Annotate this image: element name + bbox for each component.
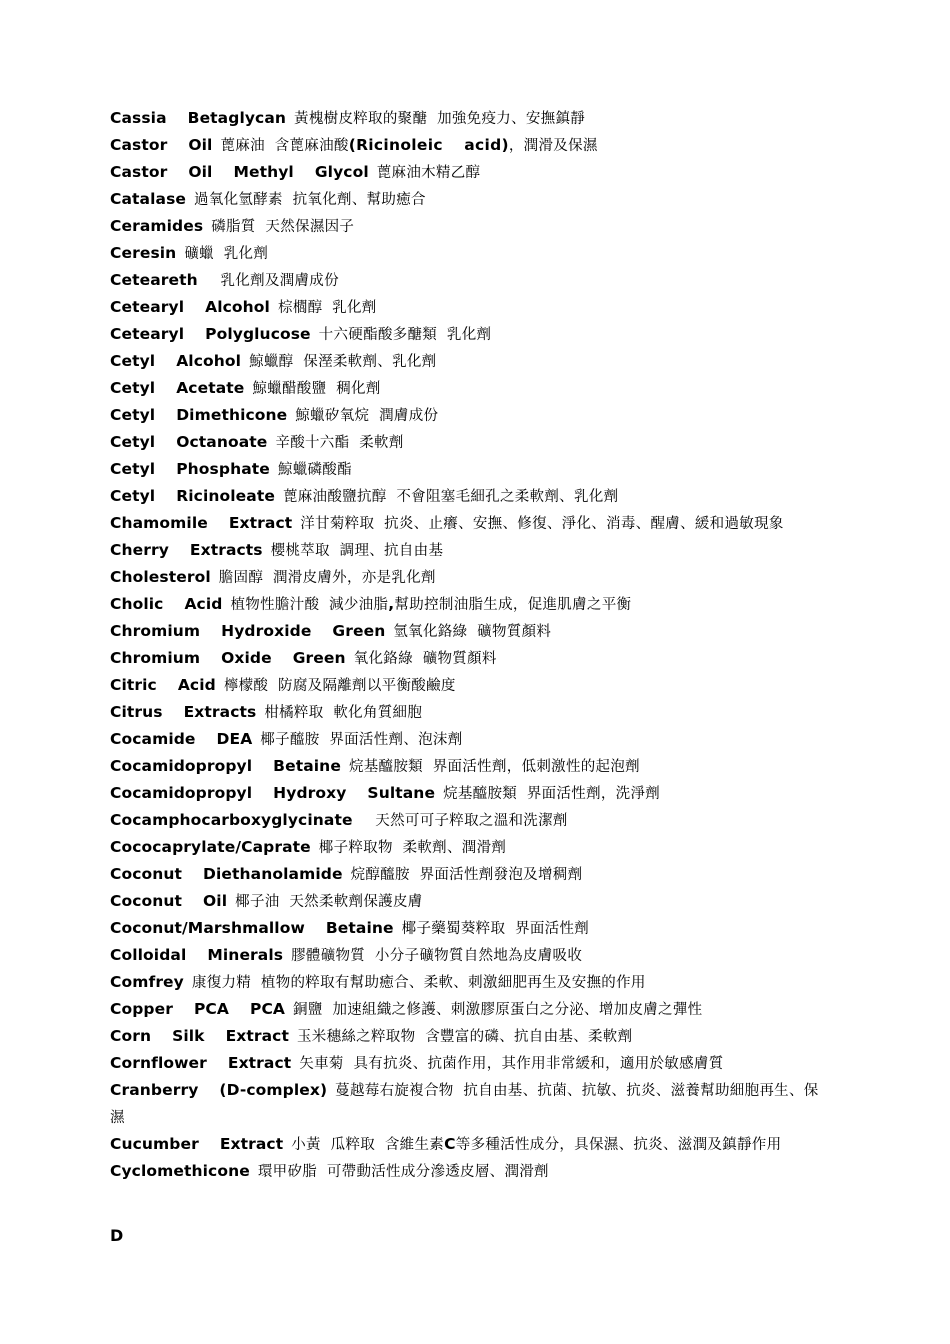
entry-term: Cocamidopropyl Hydroxy Sultane [110,784,436,802]
entry-description [402,921,589,937]
entry-term: Copper PCA PCA [110,1000,286,1018]
glossary-entry [110,969,822,996]
entry-description-text: 蓖麻油酸鹽抗醇 不會阻塞毛細孔之柔軟劑、乳化劑 [282,489,619,505]
entry-description [192,975,646,991]
glossary-entry [110,834,822,861]
glossary-entry [110,699,822,726]
entry-term: Chromium Oxide Green [110,649,346,667]
entry-description [278,300,377,316]
entry-description-text: 鯨蠟醇 保溼柔軟劑、乳化劑 [249,354,437,370]
entry-description [393,624,551,640]
glossary-entry [110,915,822,942]
entry-term: Coconut/Marshmallow Betaine [110,919,394,937]
entry-description [377,165,481,181]
entry-term: Cococaprylate/Caprate [110,838,311,856]
entry-term: Corn Silk Extract [110,1027,289,1045]
entry-term: Colloidal Minerals [110,946,284,964]
entry-description [220,138,597,154]
entry-description-text: 玉米穗絲之粹取物 含豐富的磷、抗自由基、柔軟劑 [296,1029,633,1045]
glossary-entry [110,1050,822,1077]
entry-term: Cetearyl Alcohol [110,298,270,316]
entry-description [291,948,582,964]
entry-description-text: 櫻桃萃取 調理、抗自由基 [270,543,444,559]
entry-term: Cetyl Alcohol [110,352,242,370]
entry-term: Ceteareth [110,271,198,289]
entry-description-text: 椰子粹取物 柔軟劑、潤滑劑 [318,840,507,856]
entry-description-text: 辛酸十六酯 柔軟劑 [275,435,404,451]
glossary-entry [110,1158,822,1185]
entry-term: Cucumber Extract [110,1135,284,1153]
entry-description-text: 磷脂質 天然保濕因子 [211,219,355,235]
entry-description [275,435,403,451]
glossary-entry [110,240,822,267]
entry-description [278,462,352,478]
entry-term: Cocamphocarboxyglycinate [110,811,353,829]
entry-term: Cassia Betaglycan [110,109,287,127]
entry-term: Cranberry (D-complex) [110,1081,328,1099]
glossary-entry [110,132,822,159]
entry-description [300,516,783,532]
entry-description-text: 蔓越莓右旋複合物 抗自由基、抗菌、抗敏、抗炎、滋養幫助細胞再生、保濕 [110,1083,819,1126]
entry-description-rest: 等多種活性成分，具保濕、抗炎、滋潤及鎮靜作用 [455,1137,782,1153]
entry-description-text: 礦蠟 乳化劑 [184,246,269,262]
entry-description [249,354,436,370]
entry-term: Cetyl Acetate [110,379,245,397]
entry-description [235,894,422,910]
entry-description [219,570,436,586]
glossary-entry [110,1023,822,1050]
entry-description-text: 烷醇醯胺 界面活性劑發泡及增稠劑 [350,867,583,883]
entry-description-text: 鯨蠟矽氧烷 潤膚成份 [295,408,439,424]
entry-term: Cetyl Ricinoleate [110,487,275,505]
glossary-entry [110,348,822,375]
glossary-entry [110,321,822,348]
glossary-entry [110,429,822,456]
glossary-entry [110,375,822,402]
glossary-entry [110,888,822,915]
entry-description [184,246,268,262]
glossary-entry [110,1131,822,1158]
entry-term: Chamomile Extract [110,514,293,532]
entry-description-text: 膽固醇 潤滑皮膚外，亦是乳化劑 [218,570,436,586]
entry-term: Cholesterol [110,568,211,586]
entry-description-text: 康復力精 植物的粹取有幫助癒合、柔軟、刺激細肥再生及安撫的作用 [191,975,646,991]
entry-description [264,705,422,721]
glossary-entry [110,645,822,672]
entry-description-rest: ，潤滑及保濕 [508,138,598,154]
entry-description-text: 檸檬酸 防腐及隔離劑以平衡酸鹼度 [223,678,456,694]
entry-description [260,732,462,748]
glossary-entry [110,564,822,591]
glossary-entry [110,807,822,834]
glossary-entry [110,1077,822,1131]
glossary-entries [110,105,822,1185]
entry-description-text: 鯨蠟磷酸酯 [277,462,352,478]
entry-term: Citrus Extracts [110,703,257,721]
entry-description-text: 蓖麻油 含蓖麻油酸 [220,138,349,154]
entry-term: Cetyl Dimethicone [110,406,288,424]
entry-description [224,678,456,694]
entry-description-text: 烷基醯胺類 界面活性劑，洗淨劑 [443,786,661,802]
entry-description-text: 氫氧化鉻綠 礦物質顏料 [393,624,552,640]
entry-term: Citric Acid [110,676,216,694]
entry-description-text: 過氧化氫酵素 抗氧化劑、幫助癒合 [194,192,426,208]
entry-term: Catalase [110,190,187,208]
entry-term: Coconut Diethanolamide [110,865,343,883]
entry-description [295,408,438,424]
entry-description [206,273,339,289]
entry-term: Ceresin [110,244,177,262]
entry-term: Cyclomethicone [110,1162,250,1180]
entry-description [299,1056,723,1072]
entry-term: Cherry Extracts [110,541,263,559]
entry-description-text: 膠體礦物質 小分子礦物質自然地為皮膚吸收 [291,948,583,964]
entry-description-bold: (Ricinoleic acid) [348,136,509,154]
glossary-entry [110,213,822,240]
entry-description [354,651,497,667]
entry-description [252,381,380,397]
entry-description [361,813,568,829]
entry-term: Ceramides [110,217,204,235]
entry-description [211,219,354,235]
entry-description [230,597,631,613]
entry-description [297,1029,632,1045]
glossary-entry [110,537,822,564]
entry-description-text: 乳化劑及潤膚成份 [205,273,339,289]
glossary-entry [110,159,822,186]
entry-term: Cetyl Octanoate [110,433,268,451]
glossary-entry [110,942,822,969]
entry-term: Coconut Oil [110,892,228,910]
entry-description-text: 蓖麻油木精乙醇 [376,165,481,181]
glossary-entry [110,996,822,1023]
glossary-entry [110,726,822,753]
glossary-entry [110,591,822,618]
entry-description [293,1002,702,1018]
glossary-entry [110,456,822,483]
glossary-entry [110,267,822,294]
entry-term: Cetearyl Polyglucose [110,325,311,343]
entry-description-text: 柑橘粹取 軟化角質細胞 [264,705,423,721]
entry-description-text: 棕櫚醇 乳化劑 [277,300,377,316]
section-heading: D [110,1226,124,1245]
glossary-entry [110,861,822,888]
glossary-entry [110,105,822,132]
entry-description-text: 植物性膽汁酸 減少油脂 [230,597,389,613]
entry-description-text: 椰子藥蜀葵粹取 界面活性劑 [401,921,590,937]
entry-description [349,759,640,775]
glossary-entry [110,402,822,429]
entry-description-text: 天然可可子粹取之溫和洗潔劑 [360,813,568,829]
entry-description [443,786,660,802]
entry-term: Castor Oil Methyl Glycol [110,163,369,181]
glossary-entry [110,753,822,780]
entry-description-text: 椰子醯胺 界面活性劑、泡沫劑 [260,732,463,748]
glossary-entry [110,672,822,699]
entry-term: Cornflower Extract [110,1054,292,1072]
entry-description-text: 矢車菊 具有抗炎、抗菌作用，其作用非常緩和，適用於敏感膚質 [299,1056,724,1072]
entry-description [294,111,585,127]
entry-description-text: 烷基醯胺類 界面活性劑，低刺激性的起泡劑 [348,759,640,775]
entry-term: Cocamidopropyl Betaine [110,757,341,775]
entry-term: Cholic Acid [110,595,223,613]
entry-description-text: 十六硬酯酸多醣類 乳化劑 [318,327,492,343]
entry-description [271,543,444,559]
entry-description-text: 氧化鉻綠 礦物質顏料 [353,651,497,667]
entry-description [319,840,506,856]
entry-description-rest: 幫助控制油脂生成，促進肌膚之平衡 [394,597,632,613]
glossary-entry [110,618,822,645]
entry-description-text: 洋甘菊粹取 抗炎、止癢、安撫、修復、淨化、消毒、醒膚、緩和過敏現象 [300,516,784,532]
entry-description-text: 鯨蠟醋酸鹽 稠化劑 [252,381,381,397]
entry-description-text: 環甲矽脂 可帶動活性成分滲透皮層、潤滑劑 [257,1164,549,1180]
entry-description [319,327,492,343]
entry-description [194,192,426,208]
entry-description [258,1164,549,1180]
entry-description-text: 小黃 瓜粹取 含維生素 [291,1137,445,1153]
glossary-entry [110,510,822,537]
glossary-entry [110,186,822,213]
glossary-entry [110,483,822,510]
entry-term: Cetyl Phosphate [110,460,270,478]
glossary-entry [110,294,822,321]
entry-term: Castor Oil [110,136,213,154]
glossary-entry [110,780,822,807]
entry-description [291,1137,781,1153]
entry-description-text: 椰子油 天然柔軟劑保護皮膚 [235,894,423,910]
entry-description-text: 銅鹽 加速組織之修護、刺激膠原蛋白之分泌、增加皮膚之彈性 [293,1002,703,1018]
entry-description-text: 黃槐樹皮粹取的聚醣 加強免疫力、安撫鎮靜 [294,111,586,127]
entry-term: Cocamide DEA [110,730,253,748]
entry-term: Comfrey [110,973,184,991]
entry-description [351,867,583,883]
entry-description-bold: , [388,595,395,613]
entry-description [283,489,618,505]
entry-term: Chromium Hydroxide Green [110,622,386,640]
entry-description-bold: C [444,1135,456,1153]
